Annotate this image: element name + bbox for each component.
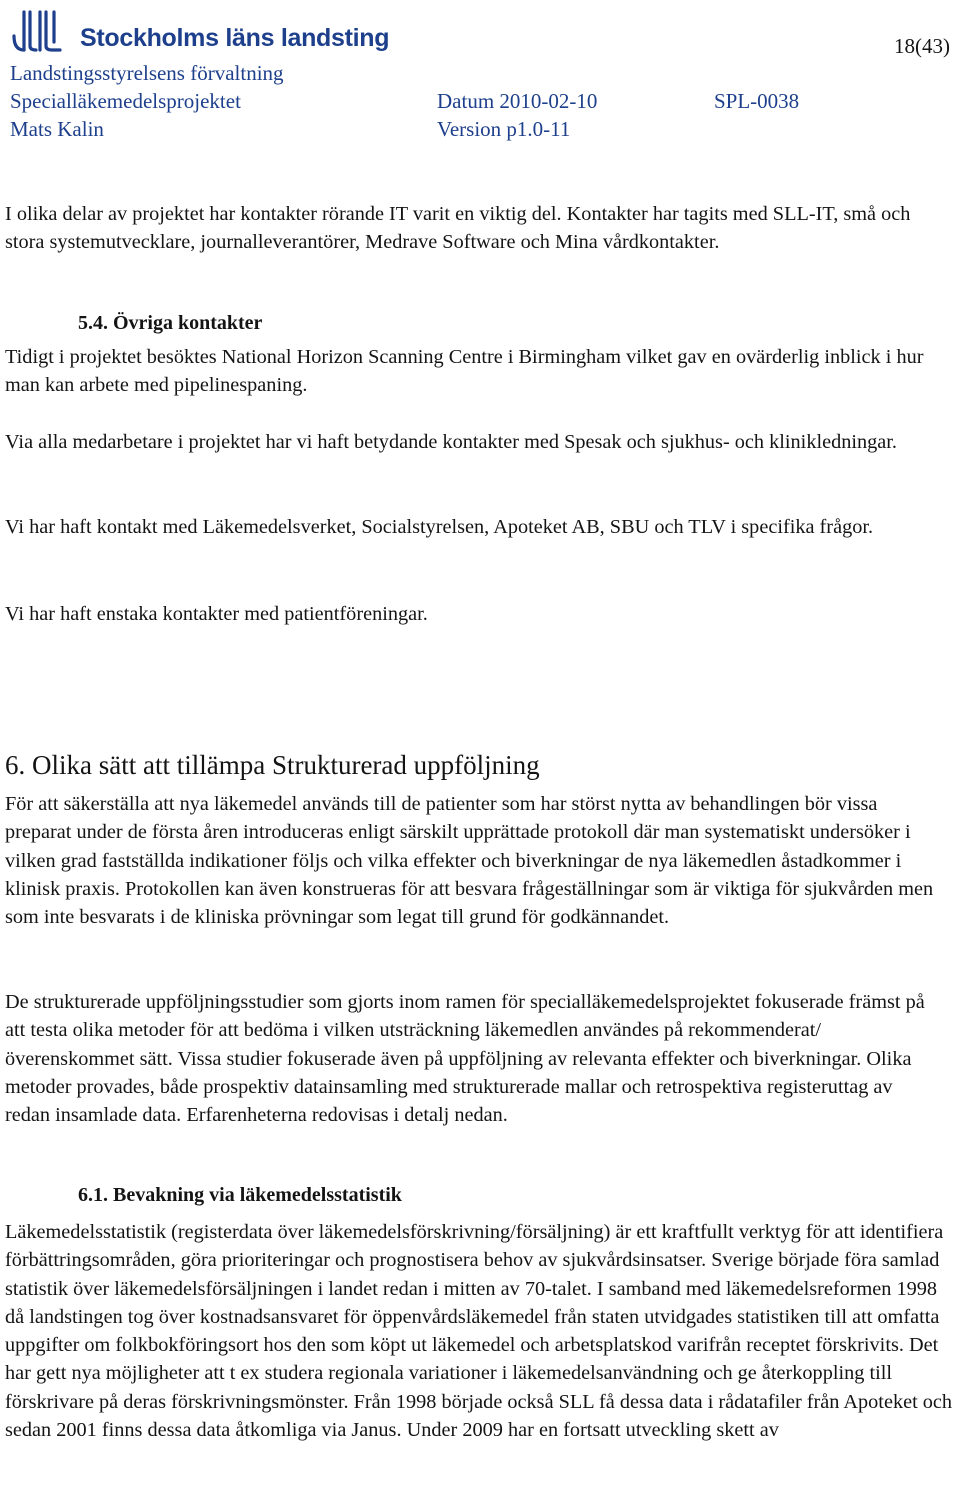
section-6-1-paragraph-1 — [5, 1218, 955, 1444]
document-version: Version p1.0-11 — [437, 117, 571, 141]
document-date: Datum 2010-02-10 — [437, 89, 598, 113]
section-5-4-text-4: Vi har haft enstaka kontakter med patientföreningar. — [5, 603, 428, 625]
section-6-paragraph-2 — [5, 988, 940, 1129]
section-6-text-2: De strukturerade uppföljningsstudier som gjorts inom ramen för specialläkemedelsprojektet fokuserade främst på att testa olika metoder för att bedöma i vilken utsträckning läkemedlen användes på rekommenderat/överenskommet sätt. Vissa studier fokuserade även på uppföljning av relevanta effekter och biverkningar. Olika metoder provades, både prospektiv datainsamling med strukturerade mallar och retrospektiva registeruttag av redan insamlade data. Erfarenheterna redovisas i detalj nedan. — [5, 991, 925, 1127]
section-5-4-paragraph-1 — [5, 343, 940, 400]
author-name: Mats Kalin — [10, 117, 104, 141]
section-5-4-text-3: Vi har haft kontakt med Läkemedelsverket, Socialstyrelsen, Apoteket AB, SBU och TLV i specifika frågor. — [5, 516, 874, 538]
intro-paragraph — [5, 200, 930, 257]
section-6-1-text-1: Läkemedelsstatistik (registerdata över läkemedelsförskrivning/försäljning) är ett kraftfullt verktyg för att identifiera förbättringsområden, göra prioriteringar och prognostisera behov av sjukvårdsinsatser. Sverige började föra samlad statistik över läkemedelsförsäljningen i landet redan i mitten av 70-talet. I samband med läkemedelsreformen 1998 då landstingen tog över kostnadsansvaret för öppenvårdsläkemedel från staten utvidgades statistiken till att omfatta uppgifter om folkbokföringsort hos den som köpt ut läkemedel och arbetsplatskod varifrån receptet förskrivits. Det har gett nya möjligheter att t ex studera regionala variationer i läkemedelsanvändning och ge återkoppling till förskrivare på deras förskrivningsmönster. Från 1998 började också SLL få dessa data i rådatafiler från Apoteket och sedan 2001 finns dessa data åtkomliga via Janus. Under 2009 har en fortsatt utveckling skett av — [5, 1221, 953, 1442]
section-6-1-heading: 6.1. Bevakning via läkemedelsstatistik — [78, 1184, 402, 1206]
section-5-4-text-2: Via alla medarbetare i projektet har vi haft betydande kontakter med Spesak och sjukhus- och klinikledningar. — [5, 431, 897, 453]
department-name: Landstingsstyrelsens förvaltning — [10, 61, 284, 85]
sll-logo-icon — [10, 6, 74, 54]
section-6-text-1: För att säkerställa att nya läkemedel används till de patienter som har störst nytta av behandlingen bör vissa preparat under de första åren introduceras enligt särskilt upprättade protokoll där man systematiskt undersöker i vilken grad fastställda indikationer följs och vilka effekter och biverkningar de nya läkemedlen åstadkommer i klinisk praxis. Protokollen kan även konstrueras för att besvara frågeställningar som är viktiga för sjukvården men som inte besvarats i de kliniska prövningar som legat till grund för godkännandet. — [5, 793, 934, 929]
document-id: SPL-0038 — [714, 89, 800, 113]
intro-text: I olika delar av projektet har kontakter rörande IT varit en viktig del. Kontakter har tagits med SLL-IT, små och stora systemutvecklare, journalleverantörer, Medrave Software och Mina vårdkontakter. — [5, 203, 911, 254]
section-5-4-text-1: Tidigt i projektet besöktes National Horizon Scanning Centre i Birmingham vilket gav en ovärderlig inblick i hur man kan arbete med pipelinespaning. — [5, 346, 924, 397]
section-5-4-heading: 5.4. Övriga kontakter — [78, 312, 263, 334]
section-5-4-paragraph-3 — [5, 513, 940, 541]
section-5-4-paragraph-2 — [5, 428, 940, 456]
page-number: 18(43) — [894, 34, 950, 58]
section-6-heading: 6. Olika sätt att tillämpa Strukturerad uppföljning — [5, 750, 540, 780]
project-name: Specialläkemedelsprojektet — [10, 89, 241, 113]
organization-logo-text: Stockholms läns landsting — [80, 24, 390, 52]
section-5-4-paragraph-4 — [5, 600, 940, 628]
section-6-paragraph-1 — [5, 790, 940, 931]
